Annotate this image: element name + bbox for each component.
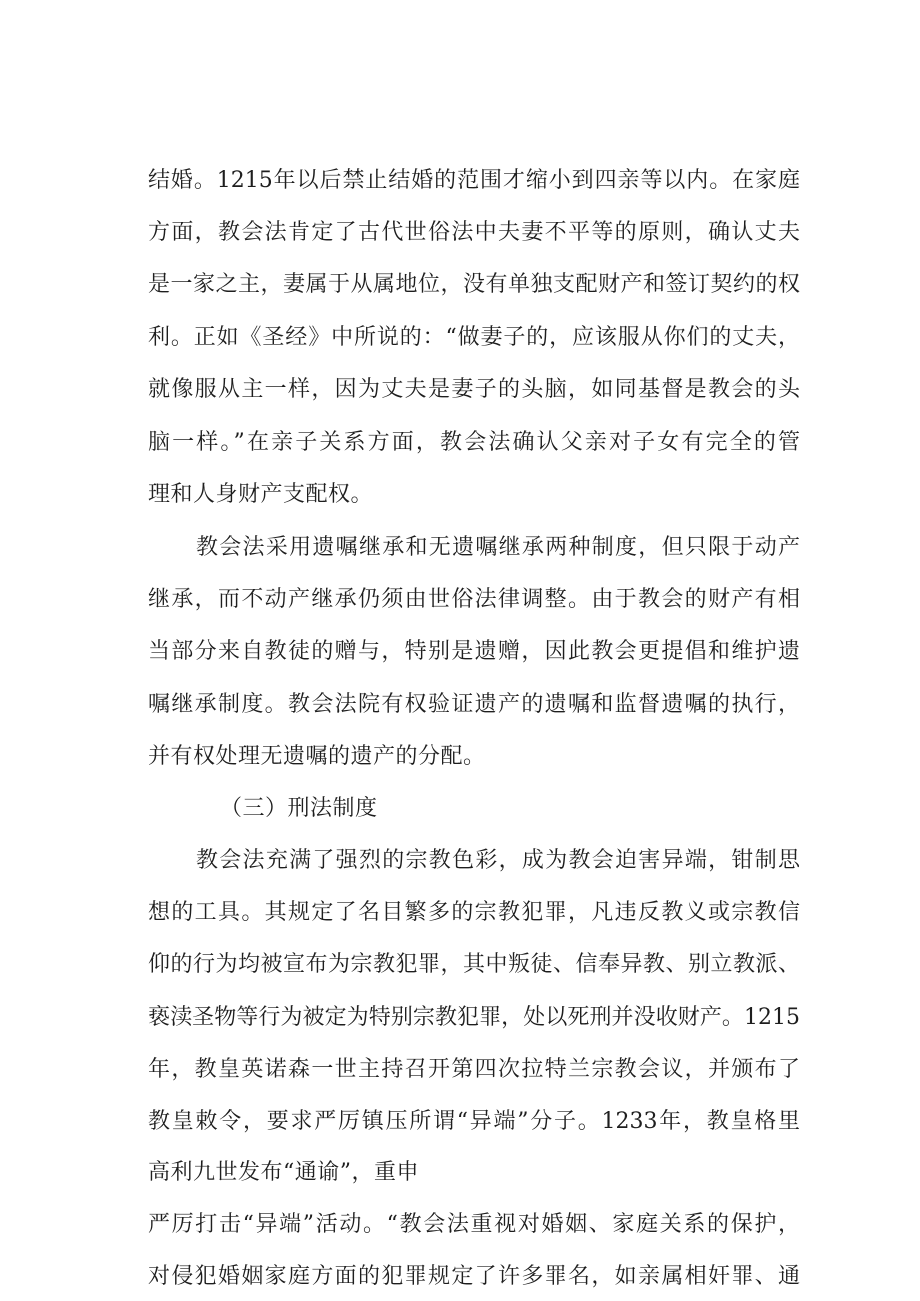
paragraph-line: 仰的行为均被宣布为宗教犯罪，其中叛徒、信奉异教、别立教派、 [148,952,800,977]
paragraph-line: 方面，教会法肯定了古代世俗法中夫妻不平等的原则，确认丈夫 [148,220,800,245]
paragraph-line: 并有权处理无遗嘱的遗产的分配。 [148,744,486,769]
paragraph-line: 当部分来自教徒的赠与，特别是遗赠，因此教会更提倡和维护遗 [148,639,800,664]
section-heading: （三）刑法制度 [220,796,378,821]
paragraph-line: 想的工具。其规定了名目繁多的宗教犯罪，凡违反教义或宗教信 [148,900,800,925]
paragraph-line: 年，教皇英诺森一世主持召开第四次拉特兰宗教会议，并颁布了 [148,1057,800,1082]
paragraph-line: 就像服从主一样，因为丈夫是妻子的头脑，如同基督是教会的头 [148,377,800,402]
paragraph-line: 脑一样。”在亲子关系方面，教会法确认父亲对子女有完全的管 [148,430,800,455]
paragraph-line: 结婚。1215年以后禁止结婚的范围才缩小到四亲等以内。在家庭 [148,168,800,193]
paragraph-line: 高利九世发布“通谕”，重申 [148,1160,419,1185]
paragraph-line: 理和人身财产支配权。 [148,482,374,507]
paragraph-line: 嘱继承制度。教会法院有权验证遗产的遗嘱和监督遗嘱的执行， [148,692,800,717]
paragraph-line: 继承，而不动产继承仍须由世俗法律调整。由于教会的财产有相 [148,587,800,612]
paragraph-line: 亵渎圣物等行为被定为特别宗教犯罪，处以死刑并没收财产。1215 [148,1005,800,1030]
paragraph-line: 教会法采用遗嘱继承和无遗嘱继承两种制度，但只限于动产 [196,535,800,560]
paragraph-line: 对侵犯婚姻家庭方面的犯罪规定了许多罪名，如亲属相奸罪、通 [148,1264,800,1289]
paragraph-line: 教皇敕令，要求严厉镇压所谓“异端”分子。1233年，教皇格里 [148,1109,800,1134]
paragraph-line: 教会法充满了强烈的宗教色彩，成为教会迫害异端，钳制思 [196,848,800,873]
paragraph-line: 利。正如《圣经》中所说的：“做妻子的，应该服从你们的丈夫， [148,325,800,350]
paragraph-line: 严厉打击“异端”活动。“教会法重视对婚姻、家庭关系的保护， [148,1212,800,1237]
paragraph-line: 是一家之主，妻属于从属地位，没有单独支配财产和签订契约的权 [148,272,800,297]
